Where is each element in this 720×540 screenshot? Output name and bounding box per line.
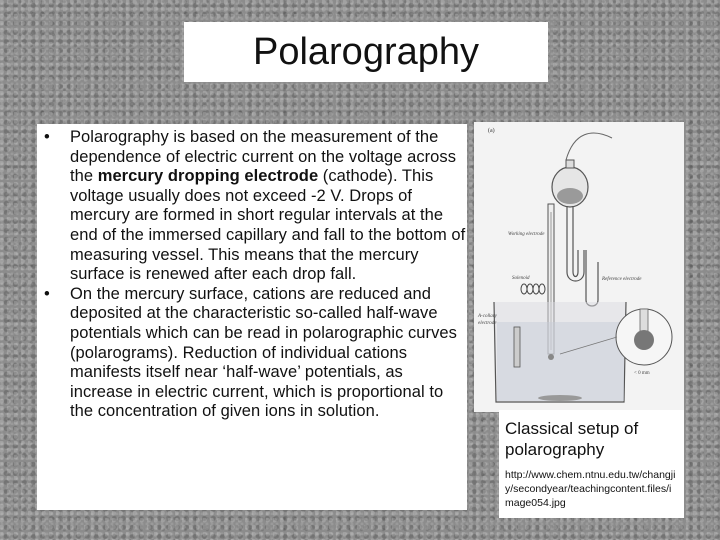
apparatus-figure bbox=[474, 122, 684, 412]
bullet-item-2 bbox=[37, 285, 467, 422]
mercury-in-reservoir bbox=[557, 188, 583, 204]
bullet-item-1 bbox=[37, 128, 467, 285]
wire-lead bbox=[566, 133, 612, 160]
slide-title: Polarography bbox=[252, 30, 480, 73]
caption-title: Classical setup of polarography bbox=[505, 419, 639, 459]
bullet-2-text: On the mercury surface, cations are reduced and deposited at the characteristic so-called half-wave potentials which can be read in polarographic curves (polarograms). Reduction of individual cations manifests itself near ‘half-wave’ potentials, as increase in electric current, which is proportional to the concentration of given ions in solution. bbox=[70, 284, 457, 421]
mercury-drop bbox=[548, 354, 554, 360]
magnified-drop bbox=[634, 330, 654, 350]
bullet-1-text-start: Polarography is based on the measurement of the dependence of electric current on the voltage across the bbox=[70, 128, 456, 186]
figure-panel-label: (a) bbox=[488, 128, 495, 134]
solenoid-label: Solenoid bbox=[512, 276, 530, 281]
text-content-box bbox=[37, 124, 467, 510]
capillary-label: A-collary bbox=[478, 314, 497, 319]
working-electrode-label: Working electrode bbox=[508, 232, 545, 237]
reference-electrode-tube bbox=[586, 250, 598, 306]
scale-label: < 0 mm bbox=[634, 371, 650, 376]
u-tube bbox=[567, 206, 584, 281]
reference-electrode-label: Reference electrode bbox=[602, 277, 642, 282]
title-box bbox=[184, 22, 548, 82]
bullet-marker: • bbox=[44, 284, 50, 303]
bullet-list bbox=[37, 124, 467, 422]
figure-caption-box bbox=[499, 410, 684, 518]
polarography-setup-diagram bbox=[474, 122, 684, 412]
mercury-pool bbox=[538, 395, 582, 401]
bullet-marker: • bbox=[44, 128, 50, 146]
scale-electrode bbox=[514, 327, 520, 367]
solenoid-coil bbox=[521, 284, 545, 294]
bullet-1-bold-term: mercury dropping electrode bbox=[97, 167, 319, 186]
capillary-label-line2: electrode bbox=[478, 321, 497, 326]
source-url[interactable]: http://www.chem.ntnu.edu.tw/changjiy/secondyear/teachingcontent.files/image054.jpg bbox=[505, 469, 676, 509]
bullet-1-text-end: (cathode). This voltage usually does not exceed -2 V. Drops of mercury are formed in short regular intervals at the end of the immersed capillary and fall to the bottom of measuring vessel. This means that the mercury surface is renewed after each drop fall. bbox=[70, 167, 466, 284]
reservoir-stopper bbox=[566, 160, 574, 168]
magnified-capillary bbox=[640, 309, 648, 331]
